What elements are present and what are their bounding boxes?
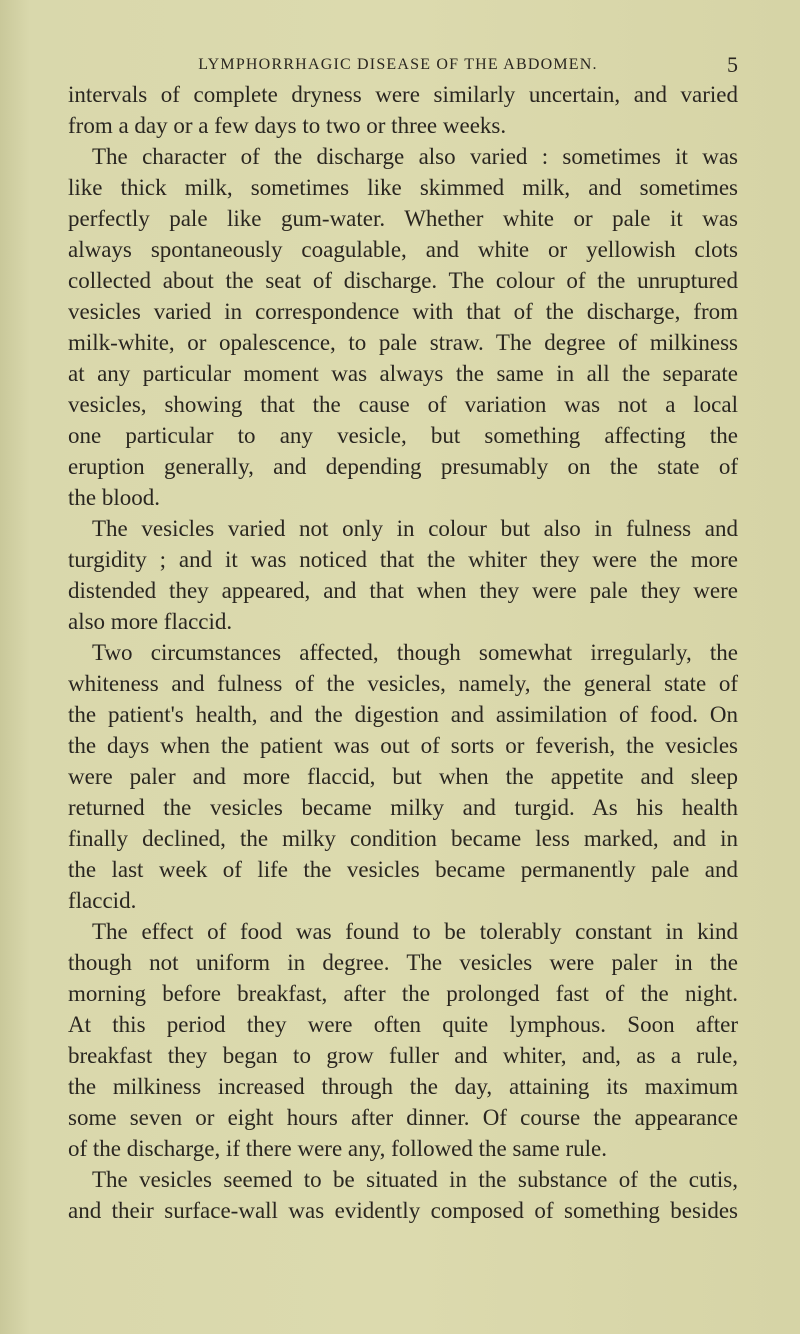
text-line: intervals of complete dryness were similarly uncertain, and varied — [68, 82, 738, 107]
text-line: from a day or a few days to two or three weeks. — [68, 113, 507, 138]
text-line: like thick milk, sometimes like skimmed milk, and sometimes — [68, 175, 738, 200]
text-line: were paler and more flaccid, but when the appetite and sleep — [68, 764, 738, 789]
text-line: The character of the discharge also varied : sometimes it was — [92, 144, 738, 169]
paragraph — [68, 513, 738, 637]
text-line: turgidity ; and it was noticed that the whiter they were the more — [68, 547, 738, 572]
text-line: one particular to any vesicle, but something affecting the — [68, 423, 738, 448]
text-line: distended they appeared, and that when they were pale they were — [68, 578, 738, 603]
paragraph — [68, 141, 738, 513]
paragraph — [68, 637, 738, 916]
running-head — [68, 52, 738, 82]
text-line: always spontaneously coagulable, and white or yellowish clots — [68, 237, 738, 262]
text-line: eruption generally, and depending presumably on the state of — [68, 454, 738, 479]
running-title: LYMPHORRHAGIC DISEASE OF THE ABDOMEN. — [198, 56, 598, 73]
paragraph — [68, 916, 738, 1164]
text-line: vesicles varied in correspondence with that of the discharge, from — [68, 299, 738, 324]
text-line: flaccid. — [68, 888, 137, 913]
body-text — [68, 79, 738, 1226]
text-line: At this period they were often quite lymphous. Soon after — [68, 1012, 738, 1037]
text-line: the patient's health, and the digestion and assimilation of food. On — [68, 702, 738, 727]
text-line: the milkiness increased through the day, attaining its maximum — [68, 1074, 738, 1099]
text-line: The effect of food was found to be tolerably constant in kind — [92, 919, 738, 944]
text-line: of the discharge, if there were any, followed the same rule. — [68, 1136, 608, 1161]
paragraph — [68, 1164, 738, 1226]
text-line: perfectly pale like gum-water. Whether white or pale it was — [68, 206, 738, 231]
text-line: the days when the patient was out of sorts or feverish, the vesicles — [68, 733, 738, 758]
text-line: collected about the seat of discharge. The colour of the unruptured — [68, 268, 738, 293]
text-line: The vesicles seemed to be situated in the substance of the cutis, — [92, 1167, 738, 1192]
text-line: morning before breakfast, after the prolonged fast of the night. — [68, 981, 738, 1006]
text-line: though not uniform in degree. The vesicles were paler in the — [68, 950, 738, 975]
text-line: the blood. — [68, 485, 160, 510]
text-line: and their surface-wall was evidently composed of something besides — [68, 1198, 738, 1223]
text-line: at any particular moment was always the same in all the separate — [68, 361, 738, 386]
text-line: finally declined, the milky condition became less marked, and in — [68, 826, 738, 851]
text-line: returned the vesicles became milky and turgid. As his health — [68, 795, 738, 820]
paragraph — [68, 79, 738, 141]
text-line: also more flaccid. — [68, 609, 233, 634]
text-line: The vesicles varied not only in colour but also in fulness and — [92, 516, 738, 541]
text-line: breakfast they began to grow fuller and whiter, and, as a rule, — [68, 1043, 738, 1068]
text-line: Two circumstances affected, though somewhat irregularly, the — [92, 640, 738, 665]
page-number: 5 — [727, 52, 738, 77]
text-line: vesicles, showing that the cause of variation was not a local — [68, 392, 738, 417]
text-line: the last week of life the vesicles became permanently pale and — [68, 857, 738, 882]
text-line: whiteness and fulness of the vesicles, namely, the general state of — [68, 671, 738, 696]
text-line: some seven or eight hours after dinner. Of course the appearance — [68, 1105, 738, 1130]
text-line: milk-white, or opalescence, to pale straw. The degree of milkiness — [68, 330, 738, 355]
